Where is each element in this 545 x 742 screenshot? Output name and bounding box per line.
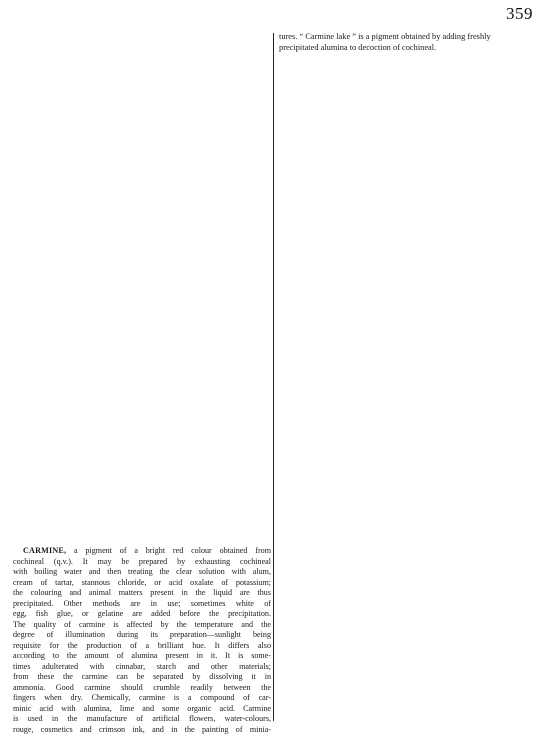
text-line: is used in the manufacture of artificial flowers, water-colours, bbox=[13, 714, 271, 723]
text-line: ammonia. Good carmine should crumble readily between the bbox=[13, 682, 271, 692]
entry-first-line bbox=[13, 546, 271, 557]
column-divider bbox=[273, 33, 274, 721]
text-line: The quality of carmine is affected by the temperature and the bbox=[13, 619, 271, 629]
text-line: fingers when dry. Chemically, carmine is a compound of car- bbox=[13, 693, 271, 702]
text-line: rouge, cosmetics and crimson ink, and in the painting of minia- bbox=[13, 724, 271, 734]
left-column-text bbox=[13, 546, 271, 735]
text-line: tures. “ Carmine lake ” is a pigment obtained by adding freshly bbox=[279, 32, 491, 41]
text-line: cream of tartar, stannous chloride, or acid oxalate of potassium; bbox=[13, 577, 271, 587]
text-line: according to the amount of alumina present in it. It is some- bbox=[13, 651, 271, 660]
text-line: precipitated. Other methods are in use; sometimes white of bbox=[13, 598, 271, 608]
text-line: the colouring and animal matters present in the liquid are thus bbox=[13, 588, 271, 597]
text-line: precipitated alumina to decoction of cochineal. bbox=[279, 42, 437, 52]
text-line: egg, fish glue, or gelatine are added before the precipitation. bbox=[13, 609, 271, 618]
right-column-text bbox=[279, 32, 533, 53]
text-line: degree of illumination during its preparation—sunlight being bbox=[13, 630, 271, 639]
text-line: requisite for the production of a brilliant hue. It differs also bbox=[13, 640, 271, 650]
entry-first-line-text: a pigment of a bright red colour obtained from bbox=[66, 546, 271, 555]
text-line: times adulterated with cinnabar, starch and other materials; bbox=[13, 661, 271, 671]
page-number: 359 bbox=[506, 4, 533, 23]
text-line: with boiling water and then treating the clear solution with alum, bbox=[13, 567, 271, 576]
text-line: cochineal (q.v.). It may be prepared by exhausting cochineal bbox=[13, 556, 271, 566]
text-line: from these the carmine can be separated by dissolving it in bbox=[13, 672, 271, 681]
text-line: minic acid with alumina, lime and some organic acid. Carmine bbox=[13, 703, 271, 713]
entry-headword: CARMINE, bbox=[23, 546, 67, 555]
